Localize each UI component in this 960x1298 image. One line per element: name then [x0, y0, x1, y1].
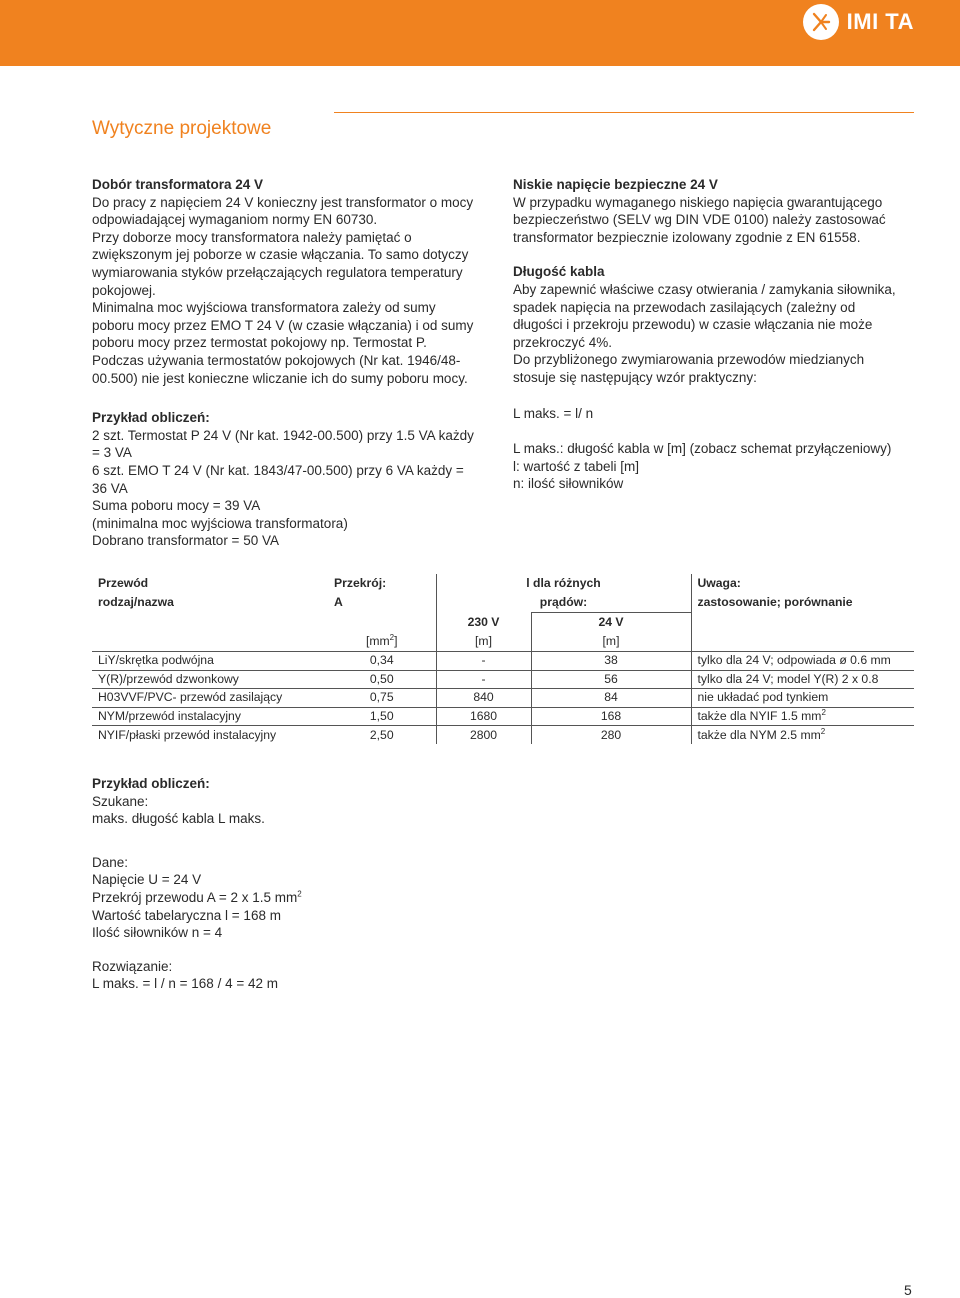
- cell-note: także dla NYM 2.5 $mm^2$: [691, 726, 914, 745]
- col-header-section: Przekrój: A: [334, 576, 387, 609]
- example-line: Suma poboru mocy = 39 VA: [92, 498, 261, 514]
- given-line: Napięcie U = 24 V: [92, 872, 202, 888]
- calculation-example: [92, 775, 512, 993]
- paragraph-line: stosuje się następujący wzór praktyczny:: [513, 369, 757, 385]
- paragraph-line: Podczas używania termostatów pokojowych (Nr kat. 1946/48-: [92, 352, 461, 368]
- table-row: [92, 707, 914, 726]
- brand-logo: [803, 2, 914, 42]
- cell-length-230v: 1680: [436, 707, 531, 726]
- paragraph-line: Aby zapewnić właściwe czasy otwierania / zamykania siłownika,: [513, 281, 896, 297]
- paragraph-line: poboru mocy przez EMO T 24 V (w czasie włączania) i od sumy: [92, 317, 474, 333]
- paragraph-line: wymiarowania styków przełączających regulatora temperatury: [92, 264, 463, 280]
- cable-length-table: [92, 574, 914, 744]
- cell-section: 0,50: [328, 670, 436, 689]
- example-line: 2 szt. Termostat P 24 V (Nr kat. 1942-00.500) przy 1.5 VA każdy: [92, 427, 474, 443]
- paragraph-line: poboru mocy przez termostat pokojowy np. Termostat P.: [92, 335, 427, 351]
- section-heading: Długość kabla: [513, 264, 605, 280]
- paragraph-line: Przy doborze mocy transformatora należy pamiętać o: [92, 229, 412, 245]
- paragraph-line: 00.500) nie jest konieczne wliczanie ich do sumy poboru mocy.: [92, 370, 468, 386]
- right-column: [513, 176, 918, 493]
- col-header-note: Uwaga: zastosowanie; porównanie: [691, 574, 914, 613]
- paragraph-line: Do przybliżonego zwymiarowania przewodów miedzianych: [513, 352, 865, 368]
- col-header-230v: 230 V: [436, 613, 531, 633]
- unit-section: $[mm^2]$: [365, 632, 398, 648]
- legend-line: l: wartość z tabeli [m]: [513, 458, 640, 474]
- unit-24v: [m]: [531, 632, 691, 652]
- cell-type: Y(R)/przewód dzwonkowy: [92, 670, 328, 689]
- paragraph-line: Minimalna moc wyjściowa transformatora zależy od sumy: [92, 300, 436, 316]
- cell-type: NYIF/płaski przewód instalacyjny: [92, 726, 328, 745]
- paragraph-line: zwiększonym jej poborze w czasie włączania. To samo dotyczy: [92, 247, 469, 263]
- given-line: Ilość siłowników n = 4: [92, 925, 223, 941]
- cell-section: 2,50: [328, 726, 436, 745]
- given-line: Przekrój przewodu A = 2 x 1.5 $mm^2$: [92, 889, 302, 905]
- example-line: (minimalna moc wyjściowa transformatora): [92, 515, 348, 531]
- cell-length-230v: 2800: [436, 726, 531, 745]
- table-header-row: [92, 574, 914, 613]
- table-units-row: [92, 632, 914, 652]
- example-line: = 3 VA: [92, 445, 132, 461]
- cell-length-24v: 38: [531, 652, 691, 671]
- cell-note: także dla NYIF 1.5 $mm^2$: [691, 707, 914, 726]
- table-row: [92, 726, 914, 745]
- solution-value: L maks. = l / n = 168 / 4 = 42 m: [92, 976, 278, 992]
- example-line: Dobrano transformator = 50 VA: [92, 533, 279, 549]
- cell-note: tylko dla 24 V; model Y(R) 2 x 0.8: [691, 670, 914, 689]
- paragraph-line: transformator bezpiecznie izolowany zgodnie z EN 61558.: [513, 229, 861, 245]
- legend-line: n: ilość siłowników: [513, 476, 624, 492]
- cell-type: NYM/przewód instalacyjny: [92, 707, 328, 726]
- example-heading: Przykład obliczeń:: [92, 776, 210, 791]
- paragraph-line: przekroczyć 4%.: [513, 334, 613, 350]
- paragraph-line: Do pracy z napięciem 24 V konieczny jest transformator o mocy: [92, 194, 474, 210]
- paragraph-line: długości i przekroju przewodu) w czasie włączania nie może: [513, 317, 873, 333]
- col-header-length: l dla różnych prądów:: [436, 574, 691, 613]
- example-line: 6 szt. EMO T 24 V (Nr kat. 1843/47-00.500) przy 6 VA każdy =: [92, 462, 464, 478]
- paragraph-line: pokojowej.: [92, 282, 156, 298]
- sought-label: Szukane:: [92, 793, 149, 809]
- table-subheader-row: [92, 613, 914, 633]
- brand-name: IMI TA: [846, 9, 914, 34]
- cell-section: 0,34: [328, 652, 436, 671]
- example-line: 36 VA: [92, 480, 128, 496]
- section-heading: Niskie napięcie bezpieczne 24 V: [513, 177, 718, 192]
- legend-line: L maks.: długość kabla w [m] (zobacz schemat przyłączeniowy): [513, 441, 892, 457]
- paragraph-line: bezpieczeństwo (SELV wg DIN VDE 0100) należy zastosować: [513, 212, 886, 228]
- cell-type: H03VVF/PVC- przewód zasilający: [92, 689, 328, 708]
- cell-note: tylko dla 24 V; odpowiada ø 0.6 mm: [691, 652, 914, 671]
- page-number: 5: [904, 1282, 912, 1298]
- given-label: Dane:: [92, 854, 129, 870]
- cell-type: LiY/skrętka podwójna: [92, 652, 328, 671]
- formula: L maks. = l/ n: [513, 405, 594, 421]
- example-heading: Przykład obliczeń:: [92, 410, 210, 426]
- given-line: Wartość tabelaryczna l = 168 m: [92, 907, 281, 923]
- cell-note: nie układać pod tynkiem: [691, 689, 914, 708]
- page-title: Wytyczne projektowe: [92, 118, 272, 139]
- header-bar: [0, 0, 960, 66]
- col-header-24v: 24 V: [531, 613, 691, 633]
- paragraph-line: spadek napięcia na przewodach zasilających (zależny od: [513, 299, 856, 315]
- sought-value: maks. długość kabla L maks.: [92, 811, 265, 827]
- cell-section: 1,50: [328, 707, 436, 726]
- solution-label: Rozwiązanie:: [92, 958, 173, 974]
- cell-length-24v: 168: [531, 707, 691, 726]
- cell-length-230v: -: [436, 670, 531, 689]
- cell-length-230v: -: [436, 652, 531, 671]
- section-heading: Dobór transformatora 24 V: [92, 177, 264, 192]
- table-row: [92, 689, 914, 708]
- imi-ta-logo-icon: [803, 4, 839, 40]
- paragraph-line: W przypadku wymaganego niskiego napięcia gwarantującego: [513, 194, 883, 210]
- cell-length-24v: 280: [531, 726, 691, 745]
- left-column: [92, 176, 492, 550]
- cell-length-24v: 84: [531, 689, 691, 708]
- cell-length-24v: 56: [531, 670, 691, 689]
- paragraph-line: odpowiadającej wymaganiom normy EN 60730.: [92, 212, 378, 228]
- cell-section: 0,75: [328, 689, 436, 708]
- cell-length-230v: 840: [436, 689, 531, 708]
- title-divider: [334, 112, 914, 113]
- table-row: [92, 670, 914, 689]
- col-header-type: Przewód rodzaj/nazwa: [98, 576, 174, 609]
- unit-230v: [m]: [436, 632, 531, 652]
- table-row: [92, 652, 914, 671]
